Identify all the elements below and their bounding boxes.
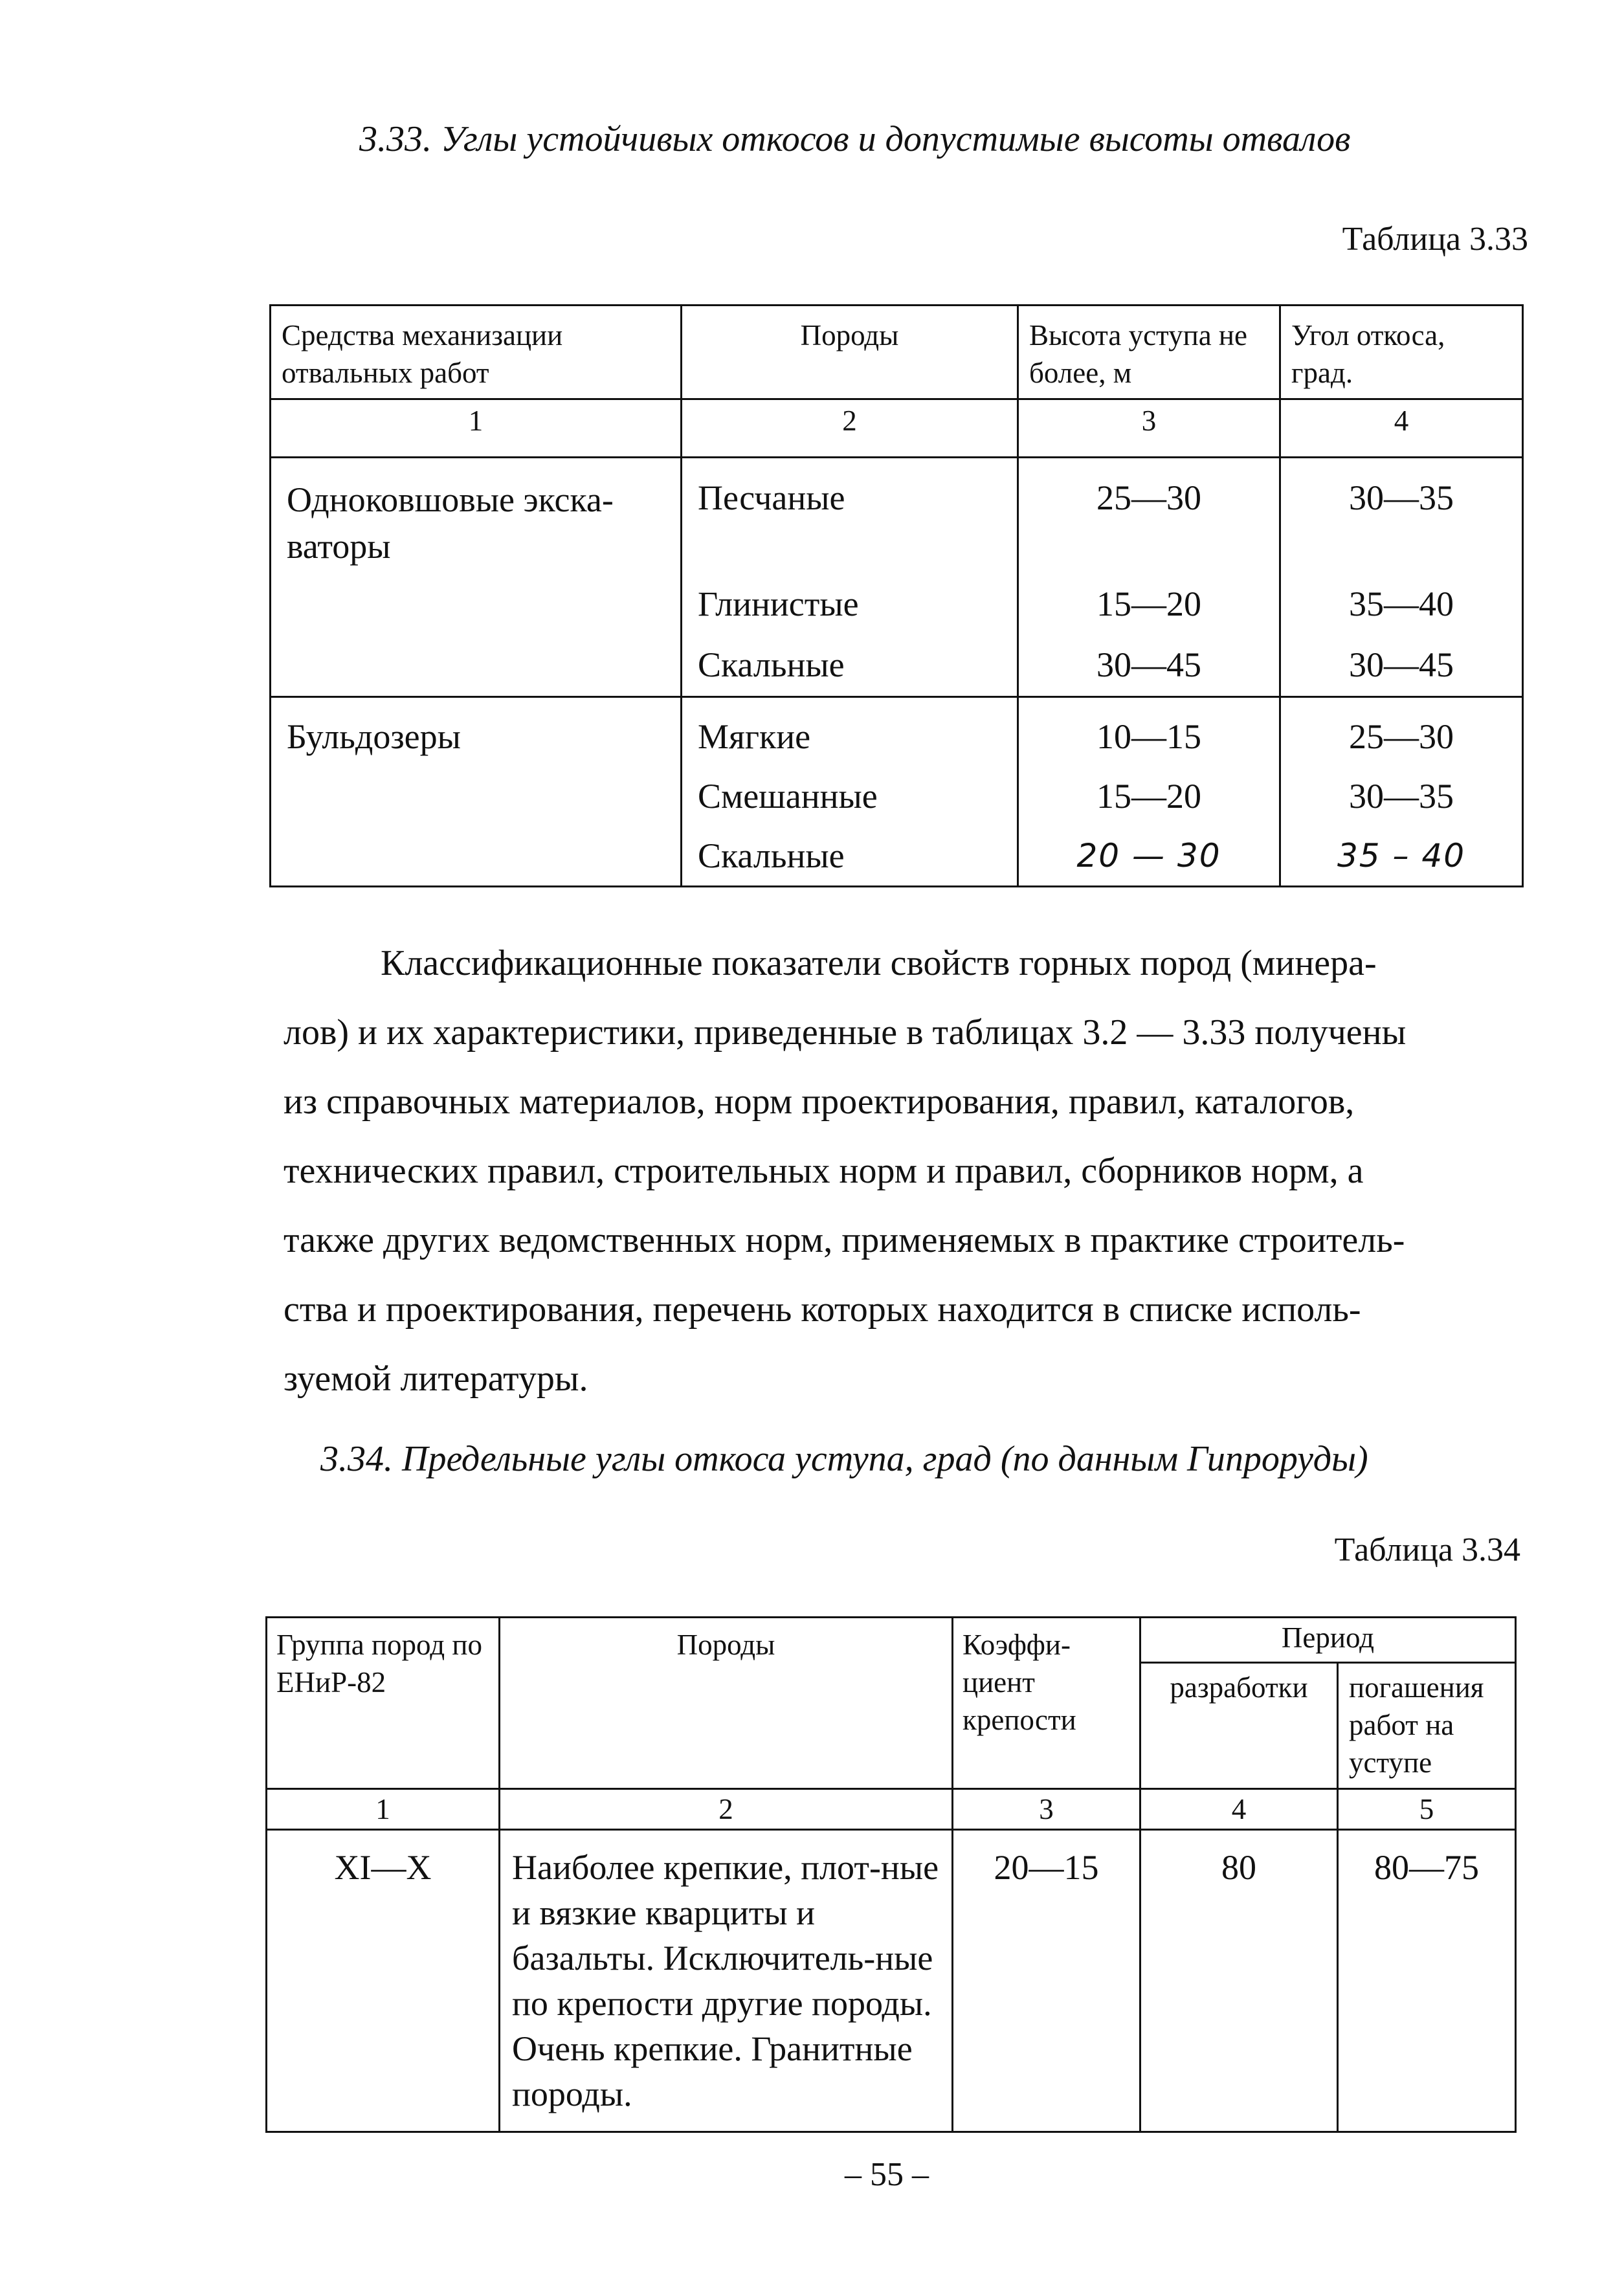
header-closure: погашения работ на уступе bbox=[1338, 1663, 1516, 1789]
rock-item: Скальные bbox=[698, 836, 845, 875]
height-cell bbox=[1018, 697, 1280, 887]
table-3-34 bbox=[265, 1616, 1517, 2133]
col-number: 4 bbox=[1140, 1789, 1338, 1830]
group-cell: XI—X bbox=[267, 1830, 500, 2132]
angle-cell bbox=[1280, 697, 1523, 887]
angle-item: 25—30 bbox=[1349, 717, 1454, 756]
paragraph-line: из справочных материалов, норм проектирования, правил, каталогов, bbox=[284, 1082, 1355, 1122]
angle-item: 30—35 bbox=[1349, 777, 1454, 816]
header-angle: Угол откоса, град. bbox=[1280, 306, 1523, 399]
angle-cell bbox=[1280, 458, 1523, 697]
column-number-row bbox=[267, 1789, 1516, 1830]
height-item: 10—15 bbox=[1096, 717, 1201, 756]
header-group: Группа пород по ЕНиР-82 bbox=[267, 1618, 500, 1789]
col-number: 5 bbox=[1338, 1789, 1516, 1830]
col-number: 1 bbox=[271, 399, 682, 458]
header-rocks: Породы bbox=[500, 1618, 953, 1789]
col-number: 3 bbox=[953, 1789, 1140, 1830]
angle-item: 35—40 bbox=[1349, 585, 1454, 623]
col-number: 2 bbox=[682, 399, 1018, 458]
section-title-3-33: 3.33. Углы устойчивых откосов и допустимые высоты отвалов bbox=[359, 119, 1351, 159]
paragraph-line: ства и проектирования, перечень которых находится в списке исполь- bbox=[284, 1289, 1361, 1330]
header-coef: Коэффи-циент крепости bbox=[953, 1618, 1140, 1789]
height-item: 25—30 bbox=[1096, 478, 1201, 517]
development-cell: 80 bbox=[1140, 1830, 1338, 2132]
paragraph-line: Классификационные показатели свойств горных пород (минера- bbox=[381, 943, 1377, 983]
table-row bbox=[271, 458, 1523, 697]
table-3-33 bbox=[269, 304, 1524, 887]
angle-item-handwritten: 35 – 40 bbox=[1337, 837, 1466, 874]
body-paragraph bbox=[284, 929, 1523, 1414]
height-item: 30—45 bbox=[1096, 645, 1201, 684]
height-cell bbox=[1018, 458, 1280, 697]
table-caption-3-34: Таблица 3.34 bbox=[1334, 1531, 1520, 1568]
table-caption-3-33: Таблица 3.33 bbox=[1342, 221, 1528, 258]
rock-item: Песчаные bbox=[698, 478, 845, 517]
table-header-row bbox=[271, 306, 1523, 399]
header-height: Высота уступа не более, м bbox=[1018, 306, 1280, 399]
closure-cell: 80—75 bbox=[1338, 1830, 1516, 2132]
angle-item: 30—45 bbox=[1349, 645, 1454, 684]
col-number: 4 bbox=[1280, 399, 1523, 458]
table-header-row bbox=[267, 1618, 1516, 1663]
header-development: разработки bbox=[1140, 1663, 1338, 1789]
rock-item: Скальные bbox=[698, 645, 845, 684]
rocks-cell bbox=[682, 697, 1018, 887]
header-means: Средства механизации отвальных работ bbox=[271, 306, 682, 399]
header-rocks: Породы bbox=[682, 306, 1018, 399]
col-number: 2 bbox=[500, 1789, 953, 1830]
col-number: 1 bbox=[267, 1789, 500, 1830]
paragraph-line: зуемой литературы. bbox=[284, 1359, 588, 1399]
rocks-cell bbox=[682, 458, 1018, 697]
height-item: 15—20 bbox=[1096, 585, 1201, 623]
rock-item: Смешанные bbox=[698, 777, 878, 816]
rocks-cell: Наиболее крепкие, плот-ные и вязкие кварциты и базальты. Исключитель-ные по крепости другие породы. Очень крепкие. Гранитные породы. bbox=[500, 1830, 953, 2132]
paragraph-line: лов) и их характеристики, приведенные в таблицах 3.2 — 3.33 получены bbox=[284, 1012, 1407, 1052]
section-title-3-34: 3.34. Предельные углы откоса уступа, град (по данным Гипроруды) bbox=[320, 1439, 1368, 1479]
header-period: Период bbox=[1140, 1618, 1516, 1663]
table-row bbox=[267, 1830, 1516, 2132]
column-number-row bbox=[271, 399, 1523, 458]
page-number: – 55 – bbox=[845, 2156, 929, 2193]
coef-cell: 20—15 bbox=[953, 1830, 1140, 2132]
col-number: 3 bbox=[1018, 399, 1280, 458]
means-cell: Одноковшовые экска-ваторы bbox=[271, 458, 682, 697]
paragraph-line: также других ведомственных норм, применяемых в практике строитель- bbox=[284, 1220, 1405, 1260]
table-row bbox=[271, 697, 1523, 887]
height-item-handwritten: 20 — 30 bbox=[1076, 837, 1221, 874]
rock-item: Глинистые bbox=[698, 585, 859, 623]
means-cell: Бульдозеры bbox=[271, 697, 682, 887]
rock-item: Мягкие bbox=[698, 717, 811, 756]
height-item: 15—20 bbox=[1096, 777, 1201, 816]
angle-item: 30—35 bbox=[1349, 478, 1454, 517]
paragraph-line: технических правил, строительных норм и правил, сборников норм, а bbox=[284, 1151, 1364, 1191]
